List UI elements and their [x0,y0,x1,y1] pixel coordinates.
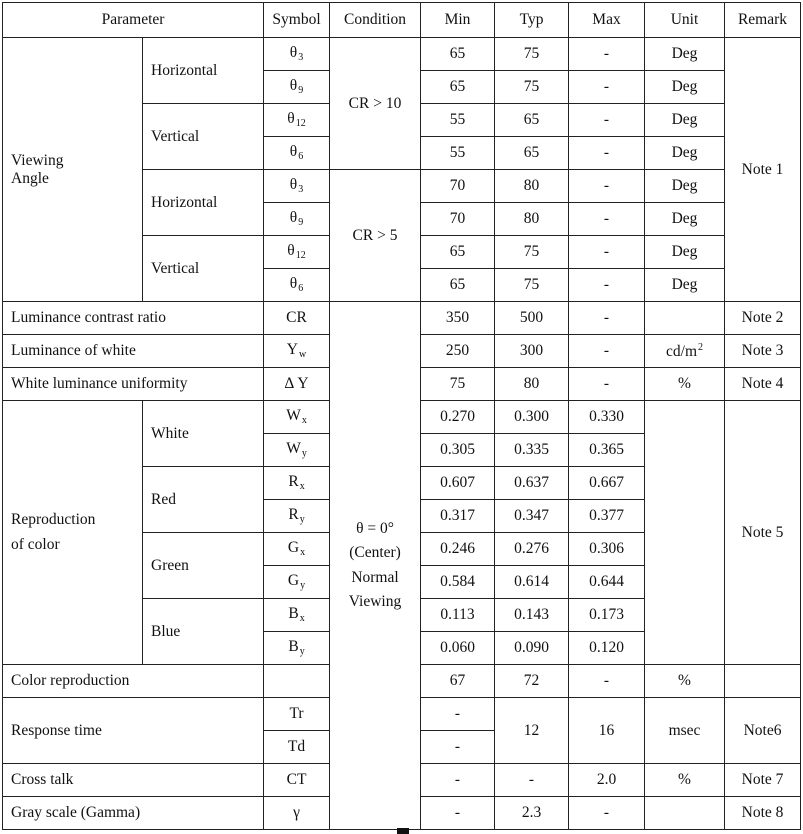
symbol-base: Y [286,341,298,359]
typ-cell: 0.276 [495,533,569,566]
symbol-sub: 6 [298,283,304,295]
max-cell: - [569,137,645,170]
remark-note2: Note 2 [725,302,801,335]
symbol-cell [264,467,330,500]
symbol-base: G [287,539,300,557]
max-cell: 0.330 [569,401,645,434]
typ-cell: 0.090 [495,632,569,665]
typ-cell: 80 [495,368,569,401]
min-cell: 55 [421,137,495,170]
max-cell: - [569,335,645,368]
typ-cell: 0.300 [495,401,569,434]
symbol-cell [264,38,330,71]
unit-cell: Deg [645,71,725,104]
green-label: Green [143,533,264,599]
reproduction-of-color-label [3,401,143,665]
max-cell: 2.0 [569,764,645,797]
min-cell: - [421,731,495,764]
color-reproduction-label: Color reproduction [3,665,264,698]
max-cell: - [569,203,645,236]
max-cell: - [569,302,645,335]
max-cell: - [569,236,645,269]
typ-cell: 80 [495,170,569,203]
symbol-sub: 12 [295,250,306,262]
condition-center-normal-viewing [330,302,421,830]
min-cell: 350 [421,302,495,335]
condition-cr5: CR > 5 [330,170,421,302]
max-cell: 0.377 [569,500,645,533]
min-cell: 55 [421,104,495,137]
min-cell: 0.317 [421,500,495,533]
max-cell: - [569,665,645,698]
unit-cell: % [645,368,725,401]
unit-cell: Deg [645,38,725,71]
typ-cell: 75 [495,71,569,104]
typ-cell: 2.3 [495,797,569,830]
table-row [3,38,801,71]
symbol-cell [264,632,330,665]
unit-cell [645,797,725,830]
symbol-base: W [286,440,301,458]
table-row [3,302,801,335]
symbol-cell [264,401,330,434]
unit-cell: Deg [645,236,725,269]
remark-note4: Note 4 [725,368,801,401]
unit-cell: Deg [645,137,725,170]
symbol-base: G [287,572,300,590]
reproduction-label-line: Reproduction [11,511,96,529]
symbol-sub: y [300,580,306,592]
max-cell: 0.173 [569,599,645,632]
viewing-angle-label-line: Viewing [11,151,64,169]
min-cell: 0.305 [421,434,495,467]
symbol-base: W [286,407,301,425]
typ-cell: 75 [495,38,569,71]
typ-cell: 0.347 [495,500,569,533]
symbol-sub: 9 [298,85,304,97]
remark-note6: Note6 [725,698,801,764]
symbol-cell: CT [264,764,330,797]
min-cell: 0.113 [421,599,495,632]
header-typ: Typ [495,3,569,38]
symbol-cell [264,71,330,104]
symbol-sub: y [299,514,305,526]
min-cell: 75 [421,368,495,401]
optical-specification-table [2,2,801,830]
symbol-cell [264,137,330,170]
symbol-cell [264,269,330,302]
typ-cell: 0.335 [495,434,569,467]
header-condition: Condition [330,3,421,38]
symbol-base: θ [289,44,298,62]
typ-cell: 75 [495,236,569,269]
unit-cell [645,401,725,665]
symbol-sub: x [299,613,305,625]
min-cell: 65 [421,71,495,104]
min-cell: - [421,698,495,731]
min-cell: 65 [421,38,495,71]
symbol-base: θ [287,110,295,128]
max-cell: 0.120 [569,632,645,665]
max-cell: - [569,71,645,104]
symbol-sub: 6 [298,151,304,163]
header-symbol: Symbol [264,3,330,38]
white-luminance-uniformity-label: White luminance uniformity [3,368,264,401]
symbol-sub: 9 [298,217,304,229]
symbol-cell [264,665,330,698]
red-label: Red [143,467,264,533]
symbol-base: R [288,506,299,524]
symbol-sub: y [301,448,307,460]
max-cell: - [569,170,645,203]
typ-cell: 0.614 [495,566,569,599]
header-remark: Remark [725,3,801,38]
min-cell: 0.270 [421,401,495,434]
unit-sup: 2 [698,341,704,353]
unit-cell: % [645,764,725,797]
symbol-base: B [288,605,299,623]
symbol-cell [264,533,330,566]
luminance-of-white-label: Luminance of white [3,335,264,368]
symbol-cell [264,170,330,203]
max-cell: 0.644 [569,566,645,599]
max-cell: 0.365 [569,434,645,467]
header-max: Max [569,3,645,38]
symbol-cell: Td [264,731,330,764]
unit-cell [645,302,725,335]
condition-cr10: CR > 10 [330,38,421,170]
symbol-cell [264,236,330,269]
min-cell: 65 [421,236,495,269]
viewing-angle-label [3,38,143,302]
symbol-sub: x [299,481,305,493]
typ-cell: 75 [495,269,569,302]
reproduction-label-line: of color [11,535,60,553]
unit-cell: Deg [645,104,725,137]
symbol-cell: Δ Y [264,368,330,401]
symbol-sub: w [299,349,307,361]
unit-cell [645,335,725,368]
header-parameter: Parameter [3,3,264,38]
remark-note8: Note 8 [725,797,801,830]
text-cursor-marker [397,828,409,834]
symbol-cell [264,335,330,368]
max-cell: - [569,269,645,302]
max-cell: - [569,104,645,137]
symbol-sub: x [301,415,307,427]
symbol-sub: y [299,646,305,658]
header-min: Min [421,3,495,38]
symbol-cell: CR [264,302,330,335]
vertical-label: Vertical [143,236,264,302]
symbol-cell [264,500,330,533]
min-cell: 65 [421,269,495,302]
vertical-label: Vertical [143,104,264,170]
min-cell: 0.246 [421,533,495,566]
symbol-cell: Tr [264,698,330,731]
remark-cell [725,665,801,698]
min-cell: - [421,797,495,830]
symbol-base: θ [289,143,298,161]
symbol-cell [264,203,330,236]
unit-cell: Deg [645,203,725,236]
horizontal-label: Horizontal [143,38,264,104]
max-cell: 0.667 [569,467,645,500]
min-cell: 0.584 [421,566,495,599]
symbol-sub: 3 [298,52,304,64]
symbol-cell [264,434,330,467]
symbol-base: θ [289,77,298,95]
response-time-label: Response time [3,698,264,764]
symbol-cell [264,104,330,137]
min-cell: 67 [421,665,495,698]
min-cell: 0.607 [421,467,495,500]
symbol-base: R [288,473,299,491]
gray-scale-label: Gray scale (Gamma) [3,797,264,830]
typ-cell: - [495,764,569,797]
unit-cell: Deg [645,269,725,302]
typ-cell: 500 [495,302,569,335]
remark-note5: Note 5 [725,401,801,665]
white-label: White [143,401,264,467]
typ-cell: 300 [495,335,569,368]
min-cell: 250 [421,335,495,368]
min-cell: 70 [421,170,495,203]
typ-cell: 65 [495,137,569,170]
max-cell: 0.306 [569,533,645,566]
typ-cell: 0.143 [495,599,569,632]
unit-cell: Deg [645,170,725,203]
symbol-base: B [288,638,299,656]
symbol-base: θ [287,242,295,260]
symbol-cell [264,599,330,632]
table-header-row [3,3,801,38]
typ-cell: 80 [495,203,569,236]
condition-line: θ = 0° [356,520,394,538]
condition-line: Viewing [348,592,402,610]
min-cell: 70 [421,203,495,236]
symbol-base: θ [289,275,298,293]
remark-note3: Note 3 [725,335,801,368]
typ-cell: 65 [495,104,569,137]
min-cell: 0.060 [421,632,495,665]
unit-base: cd/m [666,342,698,360]
symbol-sub: 3 [298,184,304,196]
typ-cell: 12 [495,698,569,764]
unit-cell: msec [645,698,725,764]
condition-line: (Center) [349,544,401,562]
remark-note1: Note 1 [725,38,801,302]
condition-line: Normal [351,568,399,586]
symbol-cell: γ [264,797,330,830]
max-cell: - [569,368,645,401]
symbol-sub: 12 [295,118,306,130]
unit-cell: % [645,665,725,698]
min-cell: - [421,764,495,797]
header-unit: Unit [645,3,725,38]
typ-cell: 0.637 [495,467,569,500]
remark-note7: Note 7 [725,764,801,797]
symbol-base: θ [289,176,298,194]
typ-cell: 72 [495,665,569,698]
blue-label: Blue [143,599,264,665]
symbol-cell [264,566,330,599]
horizontal-label: Horizontal [143,170,264,236]
luminance-contrast-ratio-label: Luminance contrast ratio [3,302,264,335]
max-cell: - [569,797,645,830]
symbol-base: θ [289,209,298,227]
symbol-sub: x [300,547,306,559]
viewing-angle-label-line: Angle [11,169,49,187]
max-cell: 16 [569,698,645,764]
cross-talk-label: Cross talk [3,764,264,797]
max-cell: - [569,38,645,71]
